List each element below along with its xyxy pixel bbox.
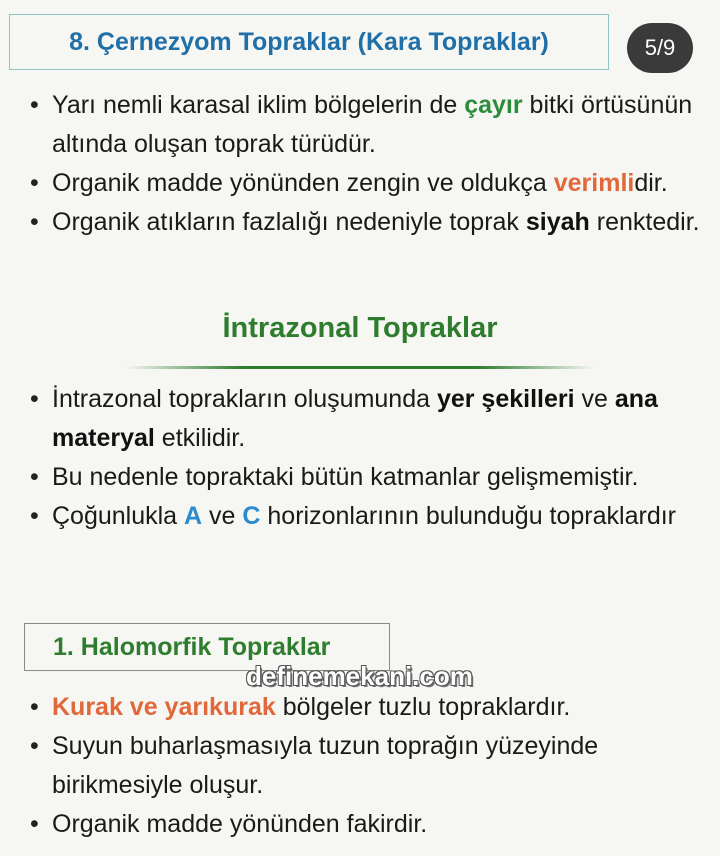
section-title: 8. Çernezyom Topraklar (Kara Topraklar) xyxy=(69,27,549,56)
list-item xyxy=(30,380,710,458)
text-span: etkilidir. xyxy=(154,424,246,452)
list-item xyxy=(30,727,710,805)
text-span: Suyun buharlaşmasıyla tuzun toprağın yüzeyinde birikmesiyle oluşur. xyxy=(52,732,599,799)
intrazonal-heading: İntrazonal Topraklar xyxy=(222,312,498,344)
text-span: bitki örtüsünün altında oluşan toprak türüdür. xyxy=(52,91,693,158)
text-span: ve xyxy=(574,385,615,413)
keyword-siyah: siyah xyxy=(525,208,590,236)
list-item xyxy=(30,203,710,242)
text-span: horizonlarının bulunduğu topraklardır xyxy=(260,502,676,530)
intrazonal-bullet-list xyxy=(30,380,710,536)
keyword-ana-materyal: ana materyal xyxy=(52,385,658,452)
keyword-yer-sekilleri: yer şekilleri xyxy=(436,385,575,413)
page-indicator-text: 5/9 xyxy=(644,35,676,60)
keyword-cayir: çayır xyxy=(464,91,523,119)
text-span: Bu nedenle topraktaki bütün katmanlar gelişmemiştir. xyxy=(52,463,639,491)
keyword-horizon-c: C xyxy=(242,502,261,530)
text-span: ve xyxy=(202,502,243,530)
text-span: Organik atıkların fazlalığı nedeniyle toprak xyxy=(52,208,526,236)
text-span: İntrazonal toprakların oluşumunda xyxy=(52,385,437,413)
text-span: bölgeler tuzlu topraklardır. xyxy=(275,693,571,721)
list-item xyxy=(30,164,710,203)
halomorfik-bullet-list xyxy=(30,688,710,844)
keyword-verimli: verimli xyxy=(553,169,635,197)
text-span: dir. xyxy=(634,169,668,197)
keyword-horizon-a: A xyxy=(184,502,203,530)
list-item xyxy=(30,458,710,497)
list-item xyxy=(30,805,710,844)
text-span: renktedir. xyxy=(589,208,700,236)
list-item xyxy=(30,86,710,164)
halomorfik-heading: 1. Halomorfik Topraklar xyxy=(53,632,331,661)
list-item xyxy=(30,688,710,727)
cernezyom-bullet-list xyxy=(30,86,710,242)
keyword-kurak: Kurak ve yarıkurak xyxy=(52,693,276,721)
heading-divider xyxy=(125,366,595,369)
watermark-text: definemekani.com xyxy=(246,661,473,691)
list-item xyxy=(30,497,710,536)
section-title-box xyxy=(9,14,609,70)
text-span: Yarı nemli karasal iklim bölgelerin de xyxy=(52,91,465,119)
text-span: Organik madde yönünden zengin ve oldukça xyxy=(52,169,554,197)
text-span: Organik madde yönünden fakirdir. xyxy=(52,810,428,838)
text-span: Çoğunlukla xyxy=(52,502,185,530)
page-indicator-badge xyxy=(627,23,693,73)
